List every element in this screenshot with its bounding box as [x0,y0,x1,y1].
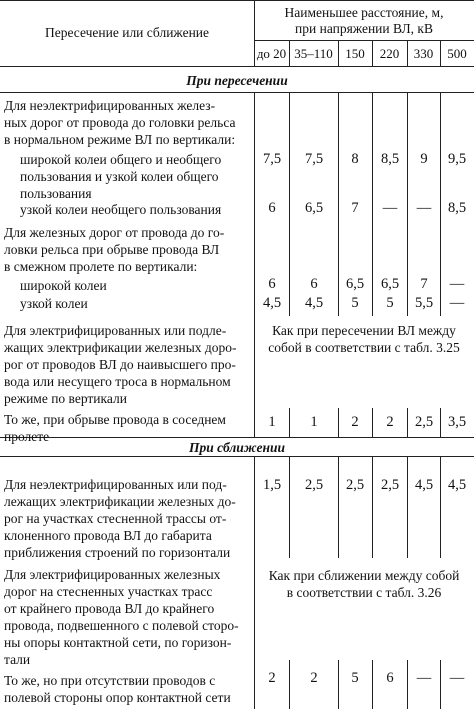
value-cell: 8 [351,151,359,167]
value-cell: 6,5 [345,276,365,292]
row-text: ных дорог от провода до головки рельса [4,115,236,130]
voltage-header: 35–110 [294,46,333,61]
row-text: То же, при обрыве провода в соседнем [4,412,226,427]
value-cell: 5,5 [414,295,434,311]
value-cell: 1,5 [262,477,282,493]
value-cell: 6 [310,276,318,292]
row-text: приближения строений по горизонтали [4,545,231,560]
value-cell: 9 [420,151,428,167]
column-divider [254,92,255,437]
row-text: ны опоры контактной сети, по горизон- [4,635,232,650]
row-text: рог от проводов ВЛ до наивысшего про- [4,357,236,372]
row-text: Для электрифицированных железных [4,567,221,582]
value-cell: 2 [351,414,359,430]
value-cell: 8,5 [380,151,400,167]
merged-note: Как при сближении между собой [268,568,460,583]
value-cell: 1 [268,414,276,430]
value-cell: 2,5 [345,477,365,493]
row-text: в смежном пролете по вертикали: [4,259,198,274]
header-divider [254,40,474,41]
row-text: узкой колеи необщего пользования [20,202,222,217]
value-cell: — [449,670,465,686]
row-text: лежащих электрификации железных до- [4,494,236,509]
value-cell: 7 [351,200,359,216]
value-cell: 2,5 [304,477,324,493]
header-bottom-border [0,66,474,67]
value-cell: 6,5 [304,200,324,216]
value-cell: 9,5 [447,151,467,167]
value-cell: 2 [268,670,276,686]
group-header-line1: Наименьшее расстояние, м, [284,5,444,20]
merged-note: Как при пересечении ВЛ между [272,323,456,338]
value-cell: 5 [351,670,359,686]
row-text: клоненного провода ВЛ до габарита [4,528,212,543]
section-title-crossing: При пересечении [186,73,288,88]
row-text: ловки рельса при обрыве провода ВЛ [4,242,220,257]
value-cell: 7,5 [262,151,282,167]
value-cell: 4,5 [304,295,324,311]
value-cell: — [449,276,465,292]
section-divider [0,456,474,457]
value-cell: 2 [310,670,318,686]
value-cell: 7 [420,276,428,292]
value-cell: 2,5 [414,414,434,430]
row-text: режиме по вертикали [4,391,127,406]
value-cell: 5 [386,295,394,311]
row-text: в нормальном режиме ВЛ по вертикали: [4,132,236,147]
voltage-header: 500 [447,46,467,61]
row-text: пользования [20,186,92,201]
value-cell: — [449,295,465,311]
voltage-header: до 20 [256,46,287,61]
column-header-crossing: Пересечение или сближение [44,25,210,40]
merged-note: собой в соответствии с табл. 3.25 [268,340,460,355]
voltage-header: 330 [413,46,434,61]
row-text: дорог на стесненных участках трасс [4,584,213,599]
voltage-header: 220 [379,46,400,61]
row-text: широкой колеи общего и необщего [20,152,222,167]
value-cell: 7,5 [304,151,324,167]
row-text: вода или несущего троса в нормальном [4,374,231,389]
voltage-header: 150 [345,46,365,61]
table-top-border [0,0,474,1]
value-cell: 2 [386,414,394,430]
value-cell: 4,5 [447,477,467,493]
row-text: провода, подвешенного с полевой сторо- [4,618,239,633]
column-divider [440,456,441,558]
row-text: широкой колеи [20,278,107,293]
row-text: тали [4,652,31,667]
column-divider [372,456,373,558]
merged-note: в соответствии с табл. 3.26 [286,585,442,600]
value-cell: — [416,200,432,216]
row-text: Для неэлектрифицированных или под- [4,477,227,492]
row-text: узкой колеи [20,296,88,311]
column-divider [338,456,339,558]
row-text: пролете [4,429,50,444]
value-cell: — [416,670,432,686]
column-divider [407,456,408,558]
value-cell: 1 [310,414,318,430]
row-text: Для неэлектрифицированных желез- [4,98,216,113]
row-text: То же, но при отсутствии проводов с [4,673,216,688]
value-cell: 4,5 [262,295,282,311]
row-text: Для железных дорог от провода до го- [4,225,225,240]
value-cell: 6 [268,276,276,292]
value-cell: 6 [268,200,276,216]
row-text: жащих электрификации железных доро- [4,340,237,355]
value-cell: 3,5 [447,414,467,430]
value-cell: — [382,200,398,216]
row-text: полевой стороны опор контактной сети [4,690,231,705]
value-cell: 8,5 [447,200,467,216]
section-divider [0,92,474,93]
value-cell: 6 [386,670,394,686]
section-divider [0,437,474,438]
value-cell: 5 [351,295,359,311]
row-text: рог на участках стесненной трассы от- [4,511,227,526]
value-cell: 6,5 [380,276,400,292]
value-cell: 2,5 [380,477,400,493]
section-title-approach: При сближении [189,440,285,455]
row-text: пользования и узкой колеи общего [20,169,219,184]
value-cell: 4,5 [414,477,434,493]
group-header-line2: при напряжении ВЛ, кВ [295,21,433,36]
row-text: от крайнего провода ВЛ до крайнего [4,601,215,616]
column-divider [289,456,290,558]
row-text: Для электрифицированных или подле- [4,323,227,338]
